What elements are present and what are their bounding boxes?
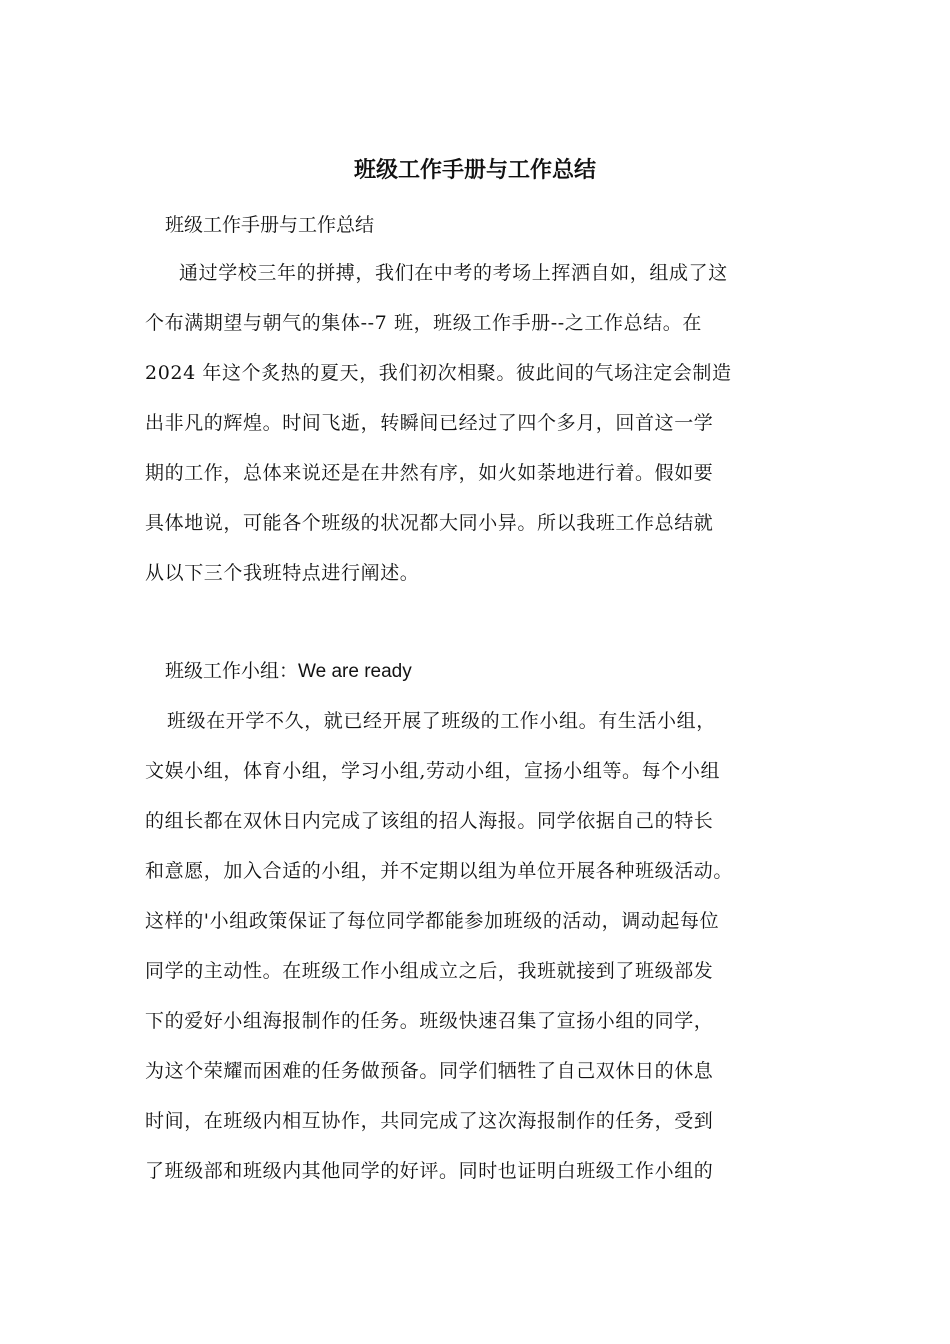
paragraph-line: 为这个荣耀而困难的任务做预备。同学们牺牲了自己双休日的休息 — [145, 1060, 714, 1082]
paragraph-line: 通过学校三年的拼搏，我们在中考的考场上挥洒自如，组成了这 — [179, 262, 728, 284]
paragraph-line: 从以下三个我班特点进行阐述。 — [145, 562, 420, 584]
paragraph-line: 同学的主动性。在班级工作小组成立之后，我班就接到了班级部发 — [145, 960, 714, 982]
paragraph-line: 下的爱好小组海报制作的任务。班级快速召集了宣扬小组的同学， — [145, 1010, 714, 1032]
paragraph-line: 文娱小组，体育小组，学习小组,劳动小组，宣扬小组等。每个小组 — [145, 760, 721, 782]
document-subtitle: 班级工作手册与工作总结 — [165, 214, 375, 236]
paragraph-line: 的组长都在双休日内完成了该组的招人海报。同学依据自己的特长 — [145, 810, 714, 832]
paragraph-line: 具体地说，可能各个班级的状况都大同小异。所以我班工作总结就 — [145, 512, 714, 534]
document-title: 班级工作手册与工作总结 — [353, 158, 596, 183]
paragraph-work-groups — [145, 696, 825, 1196]
paragraph-line: 期的工作，总体来说还是在井然有序，如火如荼地进行着。假如要 — [145, 462, 714, 484]
paragraph-line: 和意愿，加入合适的小组，并不定期以组为单位开展各种班级活动。 — [145, 860, 734, 882]
paragraph-line: 个布满期望与朝气的集体--7 班，班级工作手册--之工作总结。在 — [145, 312, 703, 334]
section-heading-prefix: 班级工作小组： — [165, 660, 299, 682]
section-heading-latin: We are ready — [298, 661, 412, 682]
paragraph-line: 了班级部和班级内其他同学的好评。同时也证明白班级工作小组的 — [145, 1160, 714, 1182]
paragraph-intro — [145, 248, 825, 598]
paragraph-line: 2024 年这个炙热的夏天，我们初次相聚。彼此间的气场注定会制造 — [145, 362, 732, 384]
paragraph-line: 出非凡的辉煌。时间飞逝，转瞬间已经过了四个多月，回首这一学 — [145, 412, 714, 434]
paragraph-line: 班级在开学不久，就已经开展了班级的工作小组。有生活小组， — [167, 710, 716, 732]
section-heading-work-groups — [165, 656, 412, 687]
paragraph-line: 时间，在班级内相互协作，共同完成了这次海报制作的任务，受到 — [145, 1110, 714, 1132]
paragraph-line: 这样的'小组政策保证了每位同学都能参加班级的活动，调动起每位 — [145, 910, 720, 932]
